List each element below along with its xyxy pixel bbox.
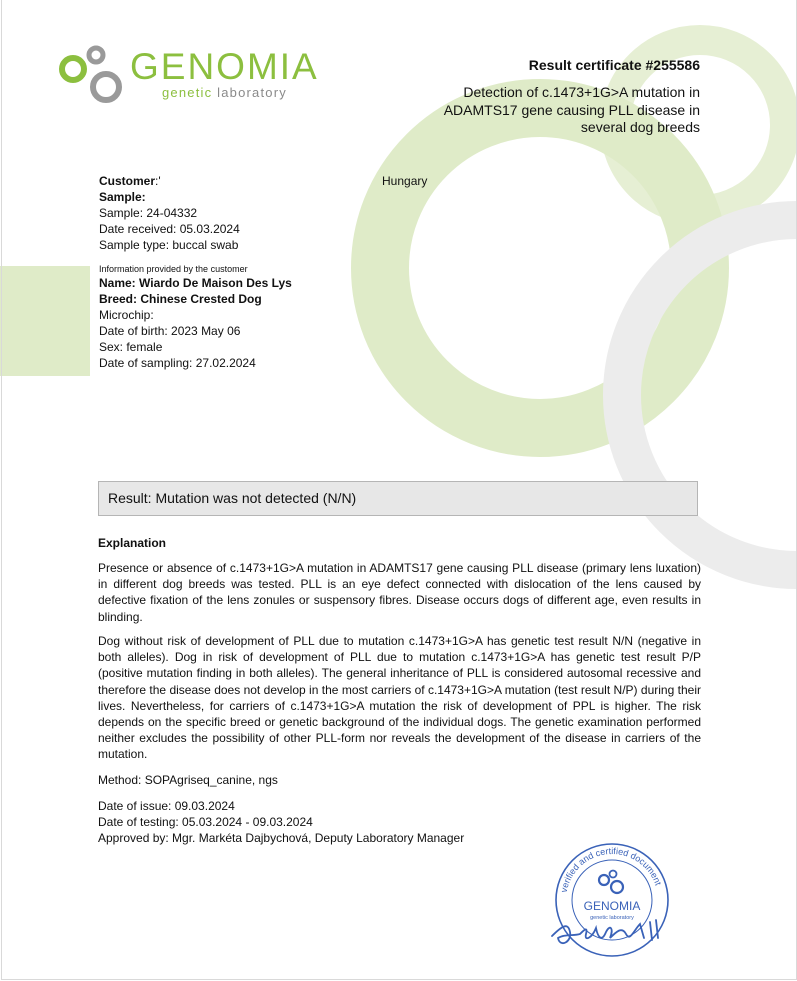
- sample-date-received: Date received: 05.03.2024: [99, 222, 240, 236]
- logo-circles-icon: [58, 44, 130, 114]
- logo-tagline-laboratory: laboratory: [217, 85, 287, 100]
- explanation-heading: Explanation: [98, 536, 167, 550]
- provided-note: Information provided by the customer: [99, 264, 248, 274]
- dog-microchip: Microchip:: [99, 308, 154, 322]
- genomia-logo: [58, 44, 348, 114]
- dog-sex: Sex: female: [99, 340, 163, 354]
- certificate-title: Detection of c.1473+1G>A mutation in ADAMTS17 gene causing PLL disease in several dog breeds: [443, 84, 700, 135]
- approved-by: Approved by: Mgr. Markéta Dajbychová, Deputy Laboratory Manager: [98, 831, 465, 846]
- deco-green-bar: [0, 266, 90, 376]
- sample-type: Sample type: buccal swab: [99, 238, 239, 252]
- logo-tagline-genetic: genetic: [162, 85, 213, 100]
- certified-stamp: [540, 838, 680, 968]
- certificate-number: Result certificate #255586: [528, 57, 700, 73]
- customer-line: Customer:': [99, 174, 161, 188]
- dog-dob: Date of birth: 2023 May 06: [99, 324, 241, 338]
- result-box: Result: Mutation was not detected (N/N): [98, 481, 698, 516]
- logo-tagline: [162, 85, 287, 101]
- customer-label: Customer: [99, 174, 156, 188]
- stamp-ring-text: verified and certified document: [558, 845, 664, 894]
- dog-breed: Breed: Chinese Crested Dog: [99, 292, 262, 306]
- logo-wordmark: GENOMIA: [130, 46, 319, 87]
- stamp-logo-icon: [599, 871, 623, 894]
- date-of-testing: Date of testing: 05.03.2024 - 09.03.2024: [98, 815, 313, 830]
- dog-name: Name: Wiardo De Maison Des Lys: [99, 276, 292, 290]
- customer-country: Hungary: [382, 174, 428, 188]
- sample-section: [99, 189, 240, 253]
- dog-sampling-date: Date of sampling: 27.02.2024: [99, 356, 256, 370]
- date-of-issue: Date of issue: 09.03.2024: [98, 799, 235, 813]
- sample-heading: Sample:: [99, 190, 146, 204]
- sample-number: Sample: 24-04332: [99, 206, 198, 220]
- explanation-paragraph-2: Dog without risk of development of PLL due to mutation c.1473+1G>A has genetic test result N/N (negative in both alleles). Dog in risk of development of PLL due to mutation c.1473+1G>A has genetic test result P/P (positive mutation finding in both alleles). The general inheritance of PLL is considered autosomal recessive and therefore the disease does not develop in the most carriers of c.1473+1G>A mutation (test result N/P) during their lives. Nevertheless, for carriers of c.1473+1G>A mutation the risk of development of PPL is higher. The risk depends on the specific breed or genetic background of the individual dogs. The genetic examination performed neither excludes the possibility of other PLL-form nor reveals the development of the disease in carriers of the mutation.: [98, 634, 701, 762]
- dog-section: [99, 263, 292, 371]
- method-line: Method: SOPAgriseq_canine, ngs: [98, 773, 278, 787]
- explanation-paragraph-1: Presence or absence of c.1473+1G>A mutation in ADAMTS17 gene causing PLL disease (primary lens luxation) in different dog breeds was tested. PLL is an eye defect connected with dislocation of the lens caused by defective fixation of the lens zonules or suspensory fibres. Disease occurs dogs of different age, even results in blinding.: [98, 561, 701, 624]
- customer-value: ': [158, 174, 161, 188]
- stamp-sub: genetic laboratory: [590, 915, 634, 921]
- stamp-brand: GENOMIA: [583, 899, 641, 913]
